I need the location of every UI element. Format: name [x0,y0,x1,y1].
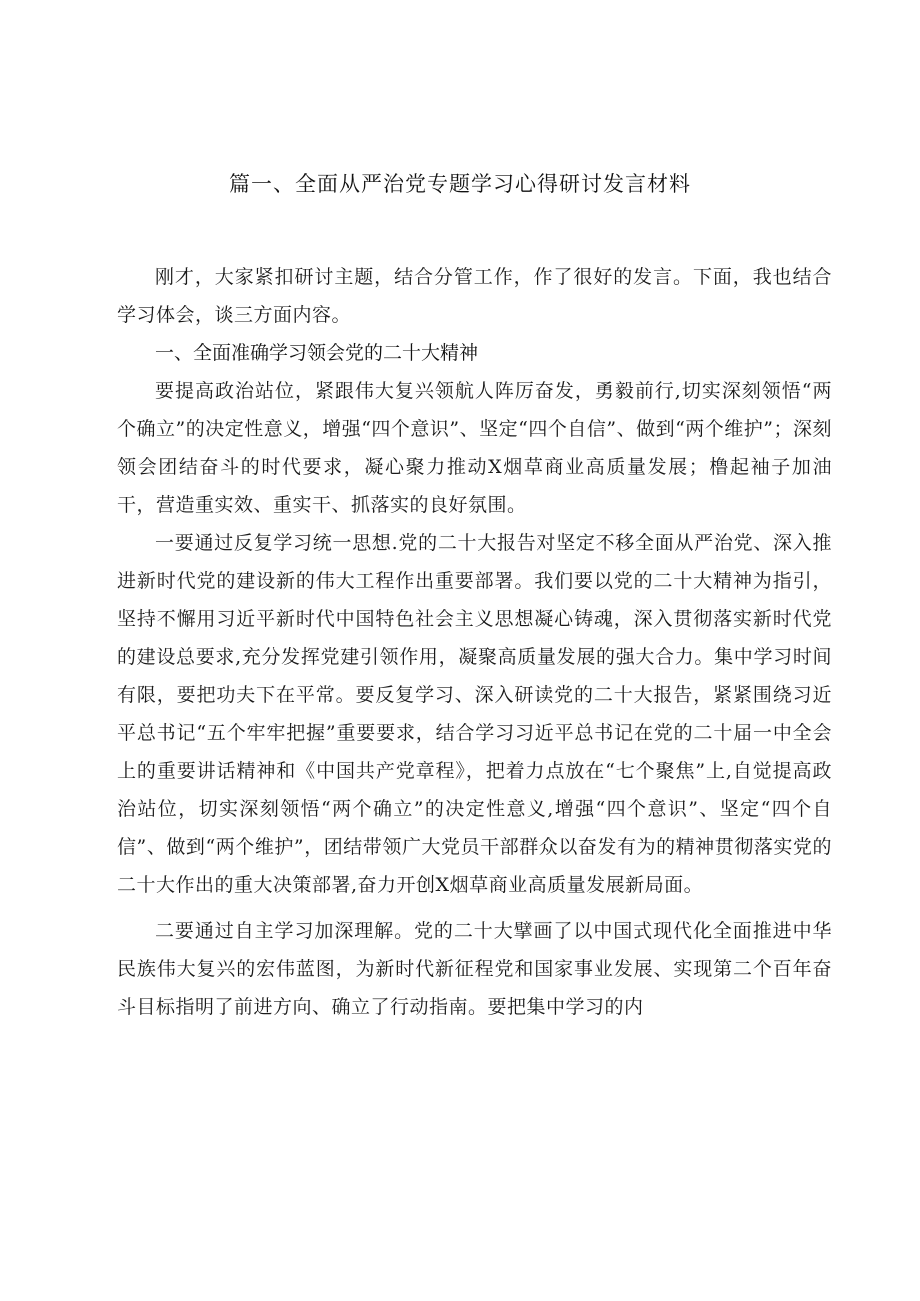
document-title: 篇一、全面从严治党专题学习心得研讨发言材料 [229,172,691,196]
section-heading: 一、全面准确学习领会党的二十大精神 [155,342,479,364]
intro-paragraph: 刚才，大家紧扣研讨主题，结合分管工作，作了很好的发言。下面，我也结合学习体会，谈三方面内容。 [117,266,832,326]
body-paragraph: 二要通过自主学习加深理解。党的二十大擘画了以中国式现代化全面推进中华民族伟大复兴的宏伟蓝图，为新时代新征程党和国家事业发展、实现第二个百年奋斗目标指明了前进方向、确立了行动指南。要把集中学习的内 [117,920,832,1018]
document-body [117,258,832,1026]
body-paragraph: 要提高政治站位，紧跟伟大复兴领航人阵厉奋发，勇毅前行,切实深刻领悟“两个确立”的决定性意义，增强“四个意识”、坚定“四个自信”、做到“两个维护”；深刻领会团结奋斗的时代要求，凝心聚力推动X烟草商业高质量发展；橹起袖子加油干，营造重实效、重实干、抓落实的良好氛围。 [117,380,832,516]
body-paragraph: 一要通过反复学习统一思想.党的二十大报告对坚定不移全面从严治党、深入推进新时代党的建设新的伟大工程作出重要部署。我们要以党的二十大精神为指引，坚持不懈用习近平新时代中国特色社会主义思想凝心铸魂，深入贯彻落实新时代党的建设总要求,充分发挥党建引领作用，凝聚高质量发展的强大合力。集中学习时间有限，要把功夫下在平常。要反复学习、深入研读党的二十大报告，紧紧围绕习近平总书记“五个牢牢把握”重要要求，结合学习习近平总书记在党的二十届一中全会上的重要讲话精神和《中国共产党章程》，把着力点放在“七个聚焦”上,自觉提高政治站位，切实深刻领悟“两个确立”的决定性意义,增强“四个意识”、坚定“四个自信”、做到“两个维护”，团结带领广大党员干部群众以奋发有为的精神贯彻落实党的二十大作出的重大决策部署,奋力开创X烟草商业高质量发展新局面。 [117,532,832,896]
